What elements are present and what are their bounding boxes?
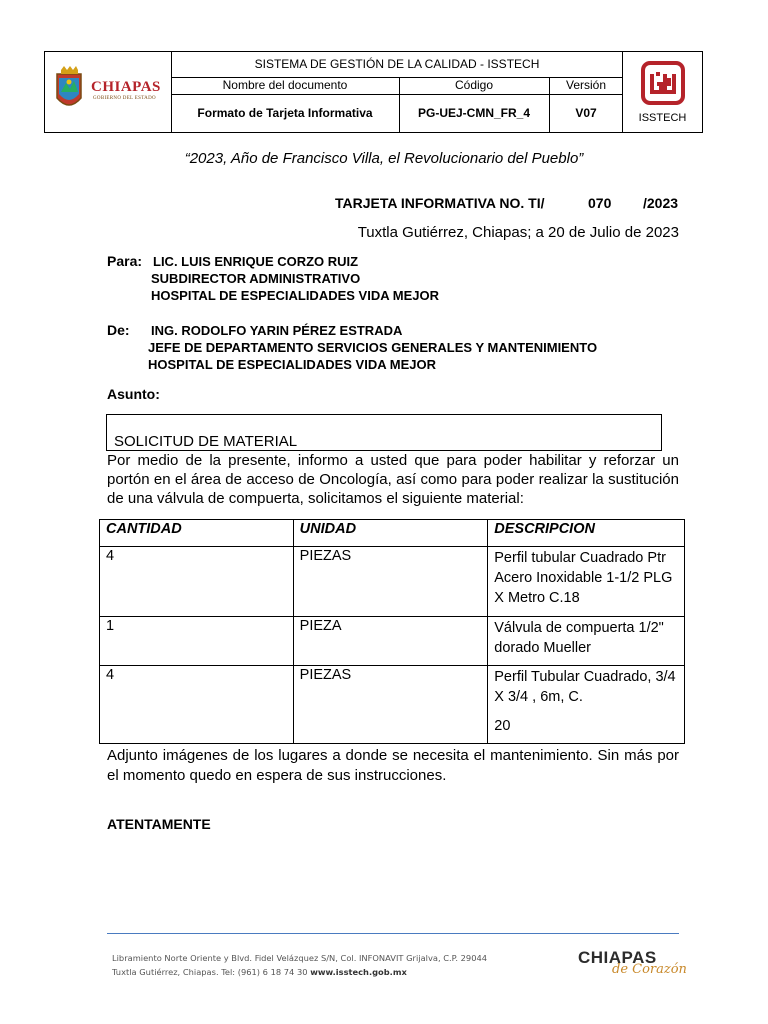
signoff: ATENTAMENTE xyxy=(107,816,211,832)
table-row xyxy=(100,617,685,666)
card-label: TARJETA INFORMATIVA NO. TI/ xyxy=(335,195,545,211)
card-year: /2023 xyxy=(643,195,679,211)
cell-quantity: 4 xyxy=(100,547,294,617)
chiapas-logo-subtext: GOBIERNO DEL ESTADO xyxy=(93,96,156,101)
footer-divider xyxy=(107,933,679,934)
place-date: Tuxtla Gutiérrez, Chiapas; a 20 de Julio de 2023 xyxy=(357,224,679,241)
cell-unit: PIEZA xyxy=(293,617,488,666)
doc-name-label: Nombre del documento xyxy=(171,77,400,94)
table-row xyxy=(100,666,685,744)
footer-website: www.isstech.gob.mx xyxy=(310,967,407,977)
intro-paragraph: Por medio de la presente, informo a usted que para poder habilitar y reforzar un portón en el área de acceso de Oncología, así como para poder realizar la sustitución de una válvula de compuerta, solicitamos el siguiente material: xyxy=(107,452,679,507)
subject-label: Asunto: xyxy=(107,386,160,402)
header-info xyxy=(171,52,623,132)
footer-brand-script: de Corazón xyxy=(612,962,687,977)
from-label: De: xyxy=(107,322,130,338)
footer-address-line2: Tuxtla Gutiérrez, Chiapas. Tel: (961) 6 18 74 30 xyxy=(112,967,308,977)
header-quantity: CANTIDAD xyxy=(100,520,294,547)
cell-description-wrap xyxy=(488,666,685,744)
header-column-labels xyxy=(171,77,623,95)
chiapas-logo-text: CHIAPAS xyxy=(91,79,161,95)
to-position: SUBDIRECTOR ADMINISTRATIVO xyxy=(151,271,361,286)
cell-unit: PIEZAS xyxy=(293,666,488,744)
header-description: DESCRIPCION xyxy=(488,520,685,547)
to-institution: HOSPITAL DE ESPECIALIDADES VIDA MEJOR xyxy=(151,288,439,303)
subject-box xyxy=(106,414,662,451)
closing-paragraph: Adjunto imágenes de los lugares a donde se necesita el mantenimiento. Sin más por el momento quedo en espera de sus instrucciones. xyxy=(107,747,679,784)
version-value: V07 xyxy=(575,106,597,120)
cell-quantity: 1 xyxy=(100,617,294,666)
header-unit: UNIDAD xyxy=(293,520,488,547)
table-row xyxy=(100,547,685,617)
isstech-logo-text: ISSTECH xyxy=(638,112,687,124)
from-position: JEFE DE DEPARTAMENTO SERVICIOS GENERALES Y MANTENIMIENTO xyxy=(148,340,598,355)
code-label: Código xyxy=(399,77,550,94)
from-name: ING. RODOLFO YARIN PÉREZ ESTRADA xyxy=(151,323,403,338)
cell-description: Perfil tubular Cuadrado Ptr Acero Inoxidable 1-1/2 PLG X Metro C.18 xyxy=(488,547,685,617)
chiapas-coat-of-arms-icon xyxy=(53,64,85,116)
version-label: Versión xyxy=(565,78,607,92)
from-institution: HOSPITAL DE ESPECIALIDADES VIDA MEJOR xyxy=(148,357,436,372)
table-header-row xyxy=(100,520,685,547)
chiapas-logo-cell xyxy=(45,52,172,132)
footer-address xyxy=(112,951,487,979)
subject-text: SOLICITUD DE MATERIAL xyxy=(114,433,298,450)
cell-quantity: 4 xyxy=(100,666,294,744)
header-table xyxy=(44,51,703,133)
cell-description-extra: 20 xyxy=(494,718,511,734)
to-name: LIC. LUIS ENRIQUE CORZO RUIZ xyxy=(153,254,359,269)
material-table xyxy=(99,519,685,744)
cell-description: Válvula de compuerta 1/2" dorado Mueller xyxy=(488,617,685,666)
cell-unit: PIEZAS xyxy=(293,547,488,617)
doc-name-value: Formato de Tarjeta Informativa xyxy=(171,94,400,132)
to-label: Para: xyxy=(107,253,143,269)
cell-description: Perfil Tubular Cuadrado, 3/4 X 3/4 , 6m, C. xyxy=(494,669,676,705)
footer-address-line2-wrap xyxy=(112,965,487,979)
isstech-logo-cell xyxy=(622,52,702,132)
year-motto: “2023, Año de Francisco Villa, el Revolucionario del Pueblo” xyxy=(184,150,584,167)
system-title: SISTEMA DE GESTIÓN DE LA CALIDAD - ISSTECH xyxy=(171,52,623,78)
card-number: 070 xyxy=(588,195,612,211)
code-value: PG-UEJ-CMN_FR_4 xyxy=(399,94,550,132)
footer-address-line1: Libramiento Norte Oriente y Blvd. Fidel Velázquez S/N, Col. INFONAVIT Grijalva, C.P. 29044 xyxy=(112,953,488,963)
footer-brand-main: CHIAPAS xyxy=(578,948,657,967)
isstech-logo-icon xyxy=(640,60,686,106)
header-values xyxy=(171,94,623,132)
